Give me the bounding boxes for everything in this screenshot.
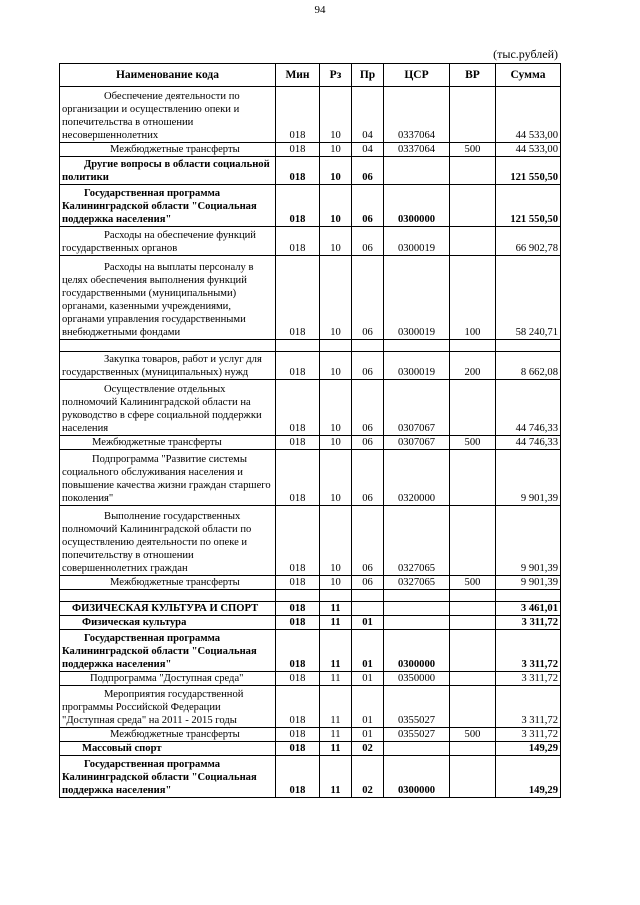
cell-sum: 3 311,72 <box>496 630 561 672</box>
cell-sum: 44 533,00 <box>496 87 561 143</box>
cell-sum: 9 901,39 <box>496 576 561 590</box>
cell-name: Подпрограмма "Доступная среда" <box>60 672 276 686</box>
cell-pr: 01 <box>352 630 384 672</box>
cell-min: 018 <box>276 450 320 506</box>
table-row <box>60 672 561 686</box>
cell-min: 018 <box>276 602 320 616</box>
cell-sum: 9 901,39 <box>496 450 561 506</box>
cell-csr: 0337064 <box>384 143 450 157</box>
cell-vr <box>450 185 496 227</box>
cell-csr: 0300000 <box>384 756 450 798</box>
table-row <box>60 450 561 506</box>
table-row <box>60 756 561 798</box>
cell-min: 018 <box>276 185 320 227</box>
cell-sum: 149,29 <box>496 756 561 798</box>
cell-rz: 10 <box>320 256 352 340</box>
cell-name: Расходы на выплаты персоналу в целях обеспечения выполнения функций государственными (муниципальными) органами, казенными учреждениями, органами управления государственными внебюджетными фондами <box>60 256 276 340</box>
cell-sum: 3 461,01 <box>496 602 561 616</box>
cell-pr: 04 <box>352 87 384 143</box>
cell-min: 018 <box>276 436 320 450</box>
cell-name: Государственная программа Калининградской области "Социальная поддержка населения" <box>60 630 276 672</box>
cell-rz: 10 <box>320 436 352 450</box>
cell-min: 018 <box>276 576 320 590</box>
table-body <box>60 87 561 798</box>
cell-rz: 11 <box>320 616 352 630</box>
cell-rz: 10 <box>320 450 352 506</box>
cell-name: Расходы на обеспечение функций государственных органов <box>60 227 276 256</box>
cell-csr: 0300019 <box>384 256 450 340</box>
cell-rz: 10 <box>320 227 352 256</box>
cell-min: 018 <box>276 630 320 672</box>
cell-sum <box>496 590 561 602</box>
table-row <box>60 576 561 590</box>
cell-vr <box>450 380 496 436</box>
cell-pr: 06 <box>352 185 384 227</box>
cell-csr: 0320000 <box>384 450 450 506</box>
header-sum: Сумма <box>496 64 561 87</box>
cell-vr <box>450 630 496 672</box>
cell-csr: 0300019 <box>384 352 450 380</box>
cell-rz: 10 <box>320 576 352 590</box>
cell-vr <box>450 590 496 602</box>
cell-pr: 04 <box>352 143 384 157</box>
cell-pr: 06 <box>352 380 384 436</box>
cell-pr: 02 <box>352 756 384 798</box>
cell-min: 018 <box>276 672 320 686</box>
cell-csr <box>384 616 450 630</box>
cell-name: Другие вопросы в области социальной политики <box>60 157 276 185</box>
cell-vr: 500 <box>450 436 496 450</box>
cell-name: Подпрограмма "Развитие системы социального обслуживания населения и повышение качества жизни граждан старшего поколения" <box>60 450 276 506</box>
header-pr: Пр <box>352 64 384 87</box>
cell-pr <box>352 590 384 602</box>
cell-min: 018 <box>276 616 320 630</box>
cell-pr: 06 <box>352 352 384 380</box>
cell-csr <box>384 157 450 185</box>
cell-rz <box>320 590 352 602</box>
cell-sum: 3 311,72 <box>496 686 561 728</box>
table-row <box>60 436 561 450</box>
cell-rz: 11 <box>320 602 352 616</box>
header-rz: Рз <box>320 64 352 87</box>
cell-rz: 11 <box>320 672 352 686</box>
cell-sum <box>496 340 561 352</box>
cell-min: 018 <box>276 686 320 728</box>
cell-pr: 01 <box>352 686 384 728</box>
cell-rz: 11 <box>320 686 352 728</box>
cell-csr <box>384 590 450 602</box>
header-min: Мин <box>276 64 320 87</box>
cell-pr: 01 <box>352 616 384 630</box>
cell-name <box>60 590 276 602</box>
header-csr: ЦСР <box>384 64 450 87</box>
cell-csr: 0327065 <box>384 576 450 590</box>
cell-sum: 9 901,39 <box>496 506 561 576</box>
cell-rz: 11 <box>320 756 352 798</box>
cell-csr <box>384 602 450 616</box>
table-row <box>60 87 561 143</box>
cell-vr <box>450 506 496 576</box>
table-row <box>60 157 561 185</box>
cell-vr <box>450 157 496 185</box>
cell-rz: 10 <box>320 380 352 436</box>
cell-pr: 06 <box>352 227 384 256</box>
cell-pr <box>352 340 384 352</box>
table-row <box>60 686 561 728</box>
cell-sum: 121 550,50 <box>496 157 561 185</box>
cell-name: Физическая культура <box>60 616 276 630</box>
cell-vr <box>450 672 496 686</box>
cell-rz: 10 <box>320 87 352 143</box>
cell-csr <box>384 340 450 352</box>
cell-csr: 0327065 <box>384 506 450 576</box>
cell-sum: 121 550,50 <box>496 185 561 227</box>
cell-pr: 01 <box>352 672 384 686</box>
cell-vr <box>450 227 496 256</box>
cell-rz <box>320 340 352 352</box>
table-row <box>60 602 561 616</box>
cell-vr: 100 <box>450 256 496 340</box>
cell-vr <box>450 616 496 630</box>
spacer-row <box>60 340 561 352</box>
cell-vr <box>450 450 496 506</box>
cell-sum: 44 533,00 <box>496 143 561 157</box>
cell-rz: 10 <box>320 352 352 380</box>
cell-sum: 3 311,72 <box>496 616 561 630</box>
cell-min: 018 <box>276 256 320 340</box>
cell-min: 018 <box>276 728 320 742</box>
cell-min: 018 <box>276 756 320 798</box>
table-header-row <box>60 64 561 87</box>
cell-csr: 0307067 <box>384 436 450 450</box>
header-name: Наименование кода <box>60 64 276 87</box>
cell-name: Выполнение государственных полномочий Калининградской области по осуществлению деятельности по опеке и попечительству в отношении совершеннолетних граждан <box>60 506 276 576</box>
cell-sum: 58 240,71 <box>496 256 561 340</box>
cell-min <box>276 340 320 352</box>
cell-min: 018 <box>276 157 320 185</box>
cell-name: Межбюджетные трансферты <box>60 143 276 157</box>
table-row <box>60 256 561 340</box>
cell-vr <box>450 756 496 798</box>
table-row <box>60 185 561 227</box>
table-row <box>60 227 561 256</box>
cell-sum: 44 746,33 <box>496 380 561 436</box>
cell-csr: 0350000 <box>384 672 450 686</box>
cell-rz: 11 <box>320 630 352 672</box>
cell-vr: 500 <box>450 143 496 157</box>
table-row <box>60 506 561 576</box>
cell-name <box>60 340 276 352</box>
cell-pr: 06 <box>352 256 384 340</box>
cell-min: 018 <box>276 380 320 436</box>
cell-rz: 11 <box>320 728 352 742</box>
table-row <box>60 143 561 157</box>
cell-name: Межбюджетные трансферты <box>60 436 276 450</box>
cell-name: Государственная программа Калининградской области "Социальная поддержка населения" <box>60 756 276 798</box>
cell-vr <box>450 87 496 143</box>
table-row <box>60 616 561 630</box>
cell-rz: 10 <box>320 143 352 157</box>
cell-vr: 500 <box>450 728 496 742</box>
page-number: 94 <box>314 4 326 16</box>
units-label: (тыс.рублей) <box>493 47 558 61</box>
cell-pr: 06 <box>352 157 384 185</box>
cell-min: 018 <box>276 227 320 256</box>
cell-csr: 0300000 <box>384 630 450 672</box>
spacer-row <box>60 590 561 602</box>
cell-pr: 06 <box>352 576 384 590</box>
cell-pr: 06 <box>352 506 384 576</box>
cell-vr <box>450 602 496 616</box>
cell-rz: 11 <box>320 742 352 756</box>
table-row <box>60 742 561 756</box>
cell-name: Мероприятия государственной программы Российской Федерации "Доступная среда" на 2011 - 2015 годы <box>60 686 276 728</box>
cell-vr: 200 <box>450 352 496 380</box>
cell-pr: 06 <box>352 436 384 450</box>
cell-min: 018 <box>276 87 320 143</box>
cell-csr: 0300000 <box>384 185 450 227</box>
cell-pr: 01 <box>352 728 384 742</box>
cell-name: Обеспечение деятельности по организации и осуществлению опеки и попечительства в отношении несовершеннолетних <box>60 87 276 143</box>
cell-csr: 0355027 <box>384 728 450 742</box>
cell-csr: 0355027 <box>384 686 450 728</box>
cell-sum: 3 311,72 <box>496 672 561 686</box>
cell-sum: 3 311,72 <box>496 728 561 742</box>
cell-pr: 06 <box>352 450 384 506</box>
cell-csr <box>384 742 450 756</box>
cell-min <box>276 590 320 602</box>
cell-min: 018 <box>276 352 320 380</box>
cell-vr <box>450 742 496 756</box>
cell-vr: 500 <box>450 576 496 590</box>
cell-min: 018 <box>276 742 320 756</box>
cell-rz: 10 <box>320 157 352 185</box>
cell-name: Осуществление отдельных полномочий Калининградской области на руководство в сфере социальной поддержки населения <box>60 380 276 436</box>
cell-csr: 0307067 <box>384 380 450 436</box>
cell-pr <box>352 602 384 616</box>
cell-pr: 02 <box>352 742 384 756</box>
header-vr: ВР <box>450 64 496 87</box>
table-row <box>60 728 561 742</box>
cell-sum: 8 662,08 <box>496 352 561 380</box>
cell-name: Межбюджетные трансферты <box>60 728 276 742</box>
cell-min: 018 <box>276 143 320 157</box>
cell-vr <box>450 686 496 728</box>
cell-name: Государственная программа Калининградской области "Социальная поддержка населения" <box>60 185 276 227</box>
table-row <box>60 380 561 436</box>
cell-name: Межбюджетные трансферты <box>60 576 276 590</box>
cell-name: Закупка товаров, работ и услуг для государственных (муниципальных) нужд <box>60 352 276 380</box>
cell-rz: 10 <box>320 185 352 227</box>
cell-name: ФИЗИЧЕСКАЯ КУЛЬТУРА И СПОРТ <box>60 602 276 616</box>
cell-sum: 44 746,33 <box>496 436 561 450</box>
table-row <box>60 630 561 672</box>
cell-min: 018 <box>276 506 320 576</box>
cell-name: Массовый спорт <box>60 742 276 756</box>
budget-table <box>59 63 561 798</box>
cell-vr <box>450 340 496 352</box>
cell-csr: 0300019 <box>384 227 450 256</box>
cell-csr: 0337064 <box>384 87 450 143</box>
cell-sum: 149,29 <box>496 742 561 756</box>
cell-sum: 66 902,78 <box>496 227 561 256</box>
table-row <box>60 352 561 380</box>
cell-rz: 10 <box>320 506 352 576</box>
